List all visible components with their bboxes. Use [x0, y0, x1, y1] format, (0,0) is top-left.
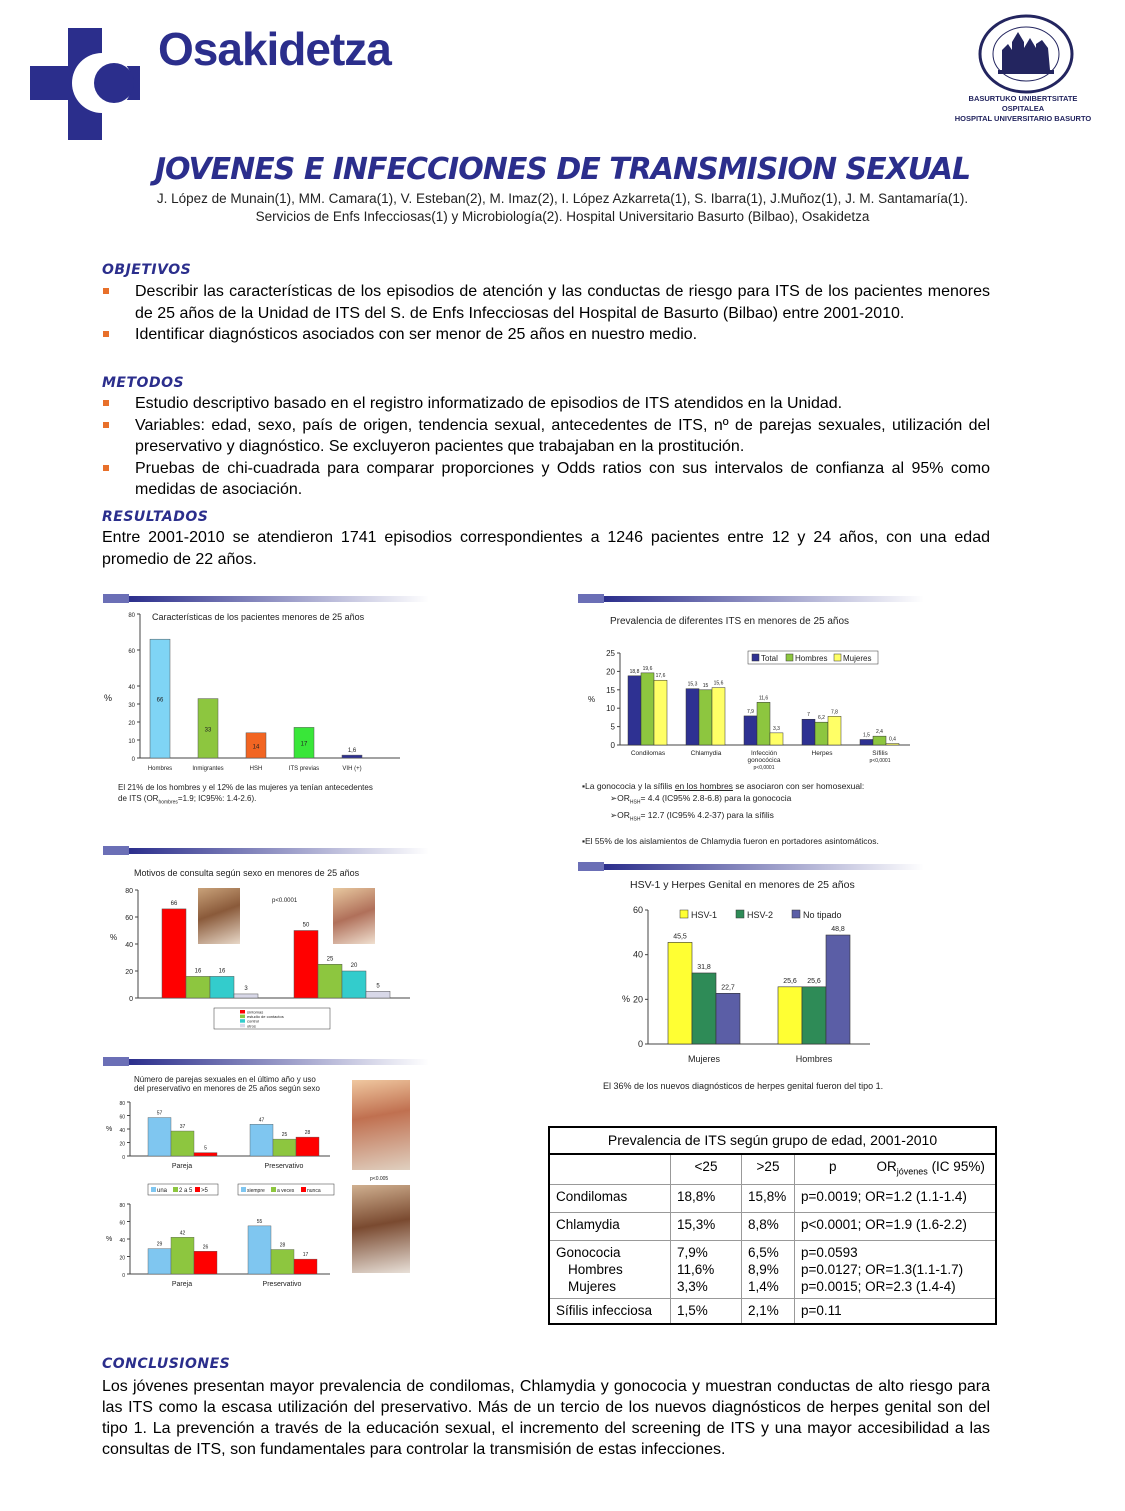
- bar: [162, 909, 186, 998]
- chart2-or1: $➢OR_{HSH}= 4.4$ (IC95% 2.8-6.8) para la gonococia: [610, 793, 792, 806]
- chart2-note-line1: ▪La gonococia y la sífilis en los hombres se asociaron con ser homosexual:: [582, 781, 865, 791]
- data-label: 25: [326, 956, 334, 963]
- chart-consultation-reasons: [100, 860, 430, 1032]
- table-cell: [795, 1240, 997, 1298]
- photo-young-man-2-icon: [352, 1185, 410, 1273]
- legend-label: No tipado: [803, 910, 842, 920]
- data-label: 37: [179, 1124, 186, 1131]
- data-label: 17: [300, 741, 308, 748]
- data-label: 22,7: [721, 984, 735, 992]
- bar: [886, 744, 899, 745]
- y-tick-label: 20: [125, 969, 133, 976]
- x-tick-note: p<0,0001: [869, 758, 891, 764]
- chart4-note: El 36% de los nuevos diagnósticos de herpes genital fueron del tipo 1.: [603, 1081, 884, 1091]
- legend-swatch: [792, 910, 800, 918]
- row-value: p=0.0593: [801, 1244, 858, 1260]
- section-bar-decoration: [103, 592, 433, 606]
- y-axis-label: %: [110, 933, 118, 942]
- data-label: 50: [302, 922, 310, 929]
- table-row: [549, 1184, 996, 1212]
- row-value: p=0.0127; OR=1.3(1.1-1.7): [801, 1261, 964, 1277]
- legend-label: siempre: [247, 1188, 265, 1194]
- x-tick-label: Hombres: [795, 1054, 833, 1064]
- data-label: 16: [218, 968, 226, 975]
- bar: [294, 1259, 317, 1274]
- bar: [366, 991, 390, 998]
- bar: [802, 719, 815, 745]
- data-label: 5: [376, 983, 380, 990]
- y-tick-label: 40: [632, 949, 643, 960]
- bar: [294, 931, 318, 999]
- y-tick-label: 0: [129, 996, 133, 1003]
- y-axis-label: %: [104, 693, 113, 703]
- bar: [778, 987, 802, 1044]
- y-tick-label: 10: [606, 704, 615, 714]
- y-tick-label: 80: [128, 613, 135, 619]
- data-label: 28: [304, 1130, 311, 1137]
- legend-swatch: [151, 1187, 156, 1192]
- data-label: 31,8: [697, 963, 711, 971]
- section-bar-decoration: [578, 592, 928, 606]
- legend-swatch: [240, 1019, 245, 1023]
- legend-swatch: [240, 1015, 245, 1019]
- x-tick-label: Preservativo: [264, 1163, 304, 1170]
- table-cell: [549, 1240, 671, 1298]
- legend-swatch: [271, 1187, 276, 1192]
- y-tick-label: 80: [119, 1101, 125, 1107]
- hospital-seal-icon: [978, 14, 1074, 94]
- y-tick-label: 40: [125, 942, 133, 949]
- chart-title: del preservativo en menores de 25 años según sexo: [134, 1084, 320, 1093]
- data-label: 28: [279, 1242, 286, 1249]
- table-header-cell: [795, 1154, 997, 1184]
- y-tick-label: 40: [128, 685, 135, 691]
- y-tick-label: 10: [128, 739, 135, 745]
- bar: [194, 1251, 217, 1274]
- chart-its-prevalence: [580, 608, 920, 778]
- data-label: 14: [252, 744, 260, 751]
- y-tick-label: 0: [610, 741, 615, 750]
- y-tick-label: 60: [632, 905, 643, 915]
- row-value: 3,3%: [677, 1278, 708, 1294]
- bar: [860, 739, 873, 745]
- y-tick-label: 20: [119, 1141, 125, 1148]
- data-label: 11,6: [758, 695, 769, 702]
- y-tick-label: 80: [125, 888, 133, 895]
- data-label: 5: [204, 1145, 207, 1152]
- legend-label: HSV-2: [747, 910, 774, 920]
- x-tick-label: Pareja: [171, 1281, 193, 1288]
- y-axis-label: %: [106, 1126, 113, 1133]
- legend-label: Hombres: [795, 654, 828, 663]
- row-value: 8,9%: [748, 1261, 779, 1277]
- bar: [342, 755, 362, 758]
- row-value: p=0.0015; OR=2.3 (1.4-4): [801, 1278, 956, 1294]
- bar: [342, 971, 366, 998]
- objetivos-heading: OBJETIVOS: [102, 262, 192, 278]
- chart-patient-characteristics: [100, 606, 410, 776]
- data-label: 7,9: [747, 708, 754, 715]
- resultados-text: Entre 2001-2010 se atendieron 1741 episodios correspondientes a 1246 pacientes entre 12 y 24 años, con una edad promedio de 22 años.: [102, 529, 990, 568]
- bar: [828, 716, 841, 745]
- data-label: 48,8: [831, 926, 845, 934]
- metodos-heading: METODOS: [102, 375, 185, 391]
- table-cell: Chlamydia: [549, 1212, 671, 1240]
- legend-label: 2 a 5: [179, 1188, 193, 1194]
- x-tick-label: Condilomas: [630, 750, 666, 757]
- y-tick-label: 60: [125, 915, 133, 922]
- bar: [210, 976, 234, 998]
- data-label: 19,6: [642, 665, 653, 672]
- poster-title: JOVENES E INFECCIONES DE TRANSMISION SEXUAL: [154, 152, 971, 187]
- table-row: [549, 1212, 996, 1240]
- photo-young-woman-icon: [333, 888, 375, 944]
- table-caption: Prevalencia de ITS según grupo de edad, 2001-2010: [549, 1127, 996, 1154]
- chart1-note-line2a: de ITS (OR: [118, 794, 159, 803]
- table-header-cell: [549, 1154, 671, 1184]
- table-caption-row: [549, 1127, 996, 1154]
- legend-label: estudio de contactos: [247, 1014, 284, 1020]
- data-label: 7: [807, 712, 810, 719]
- legend-label: >5: [201, 1188, 208, 1194]
- or-label: OR: [617, 793, 630, 803]
- data-label: 17: [302, 1252, 309, 1259]
- x-tick-label: HSH: [249, 766, 263, 772]
- bar: [815, 722, 828, 745]
- bar: [712, 688, 725, 745]
- list-item: Variables: edad, sexo, país de origen, tendencia sexual, antecedentes de ITS, nº de parejas sexuales, utilización del preservativo y diagnóstico. Se excluyeron pacientes que trabajaban en la prostitución.: [102, 415, 990, 458]
- legend-label: a veces: [277, 1188, 295, 1194]
- bar: [826, 935, 850, 1044]
- legend-swatch: [240, 1010, 245, 1014]
- or-label: OR: [617, 809, 630, 820]
- list-item: Identificar diagnósticos asociados con ser menor de 25 años en nuestro medio.: [102, 324, 990, 346]
- data-label: 15,6: [713, 680, 724, 687]
- bar: [757, 702, 770, 745]
- bar: [250, 1124, 273, 1156]
- legend-label: otros: [247, 1023, 256, 1029]
- data-label: 29: [156, 1241, 163, 1248]
- data-label: 47: [258, 1117, 265, 1124]
- legend-label: nunca: [307, 1188, 321, 1194]
- row-value: 7,9%: [677, 1244, 708, 1260]
- data-label: 57: [156, 1110, 163, 1117]
- resultados-heading: RESULTADOS: [102, 509, 209, 525]
- chart1-note-sub: hombres: [158, 799, 178, 806]
- y-tick-label: 15: [606, 685, 615, 695]
- x-tick-label: Mujeres: [687, 1054, 721, 1064]
- p-value: p<0.0001: [272, 898, 298, 904]
- table-cell: Condilomas: [549, 1184, 671, 1212]
- table-cell: 1,5%: [671, 1298, 742, 1324]
- y-axis-label: %: [106, 1236, 113, 1243]
- y-tick-label: 20: [128, 721, 135, 727]
- x-tick-label: Infección: [750, 750, 778, 757]
- x-tick-note: p<0,0001: [753, 765, 775, 771]
- or-sub: HSH: [629, 816, 641, 823]
- bar: [668, 942, 692, 1044]
- row-value: 11,6%: [677, 1261, 715, 1277]
- conclusiones-text: Los jóvenes presentan mayor prevalencia de condilomas, Chlamydia y gonococia y muestran conductas de alto riesgo para las ITS como la escasa utilización del preservativo. Más de un tercio de los nuevos diagnósticos de herpes genital son del tipo 1. La prevención a través de la educación sexual, el incremento del screening de ITS y una mayor accesibilidad a las consultas de ITS, son fundamentales para controlar la transmisión de estas infecciones.: [102, 1378, 990, 1458]
- legend-label: control: [247, 1018, 260, 1024]
- bar: [654, 680, 667, 745]
- table-cell: 15,3%: [671, 1212, 742, 1240]
- y-tick-label: 30: [128, 703, 135, 709]
- table-cell: p<0.0001; OR=1.9 (1.6-2.2): [795, 1212, 997, 1240]
- bar: [744, 716, 757, 745]
- y-tick-label: 0: [131, 757, 135, 763]
- table-cell: [671, 1240, 742, 1298]
- bar: [873, 736, 886, 745]
- data-label: 66: [156, 697, 164, 704]
- bar: [716, 993, 740, 1044]
- table-cell: 2,1%: [742, 1298, 795, 1324]
- x-tick-label: Chlamydia: [690, 750, 722, 757]
- photo-young-woman-2-icon: [352, 1080, 410, 1170]
- p-value: p<0.005: [370, 1176, 389, 1182]
- bar: [699, 690, 712, 745]
- legend-swatch: [736, 910, 744, 918]
- list-item: Describir las características de los episodios de atención y las conductas de riesgo para ITS de los pacientes menores de 25 años de la Unidad de ITS del S. de Enfs Infecciosas del Hospital de Basurto (Bilbao) entre 2001-2010.: [102, 281, 990, 324]
- logo-wordmark: Osakidetza: [158, 23, 391, 75]
- header-ic: (IC 95%): [931, 1159, 985, 1174]
- data-label: 25,6: [807, 977, 821, 985]
- legend-swatch: [786, 654, 793, 661]
- data-label: 3,3: [773, 725, 780, 732]
- y-tick-label: 40: [119, 1238, 125, 1244]
- bar: [273, 1139, 296, 1156]
- legend-label: una: [157, 1188, 168, 1194]
- affiliation-line: Servicios de Enfs Infecciosas(1) y Microbiología(2). Hospital Universitario Basurto (Bilbao), Osakidetza: [255, 209, 870, 224]
- osakidetza-logo-icon: [30, 28, 140, 140]
- table-header-cell: >25: [742, 1154, 795, 1184]
- legend-label: Total: [761, 654, 778, 663]
- y-tick-label: 20: [606, 667, 615, 677]
- data-label: 16: [194, 968, 202, 975]
- bar: [802, 987, 826, 1044]
- bar: [148, 1249, 171, 1274]
- table-header-row: [549, 1154, 996, 1184]
- x-tick-label: Preservativo: [262, 1281, 302, 1288]
- table-cell: p=0.0019; OR=1.2 (1.1-1.4): [795, 1184, 997, 1212]
- row-name: Mujeres: [568, 1278, 617, 1294]
- y-tick-label: 60: [119, 1114, 125, 1121]
- legend-swatch: [752, 654, 759, 661]
- chart2-note-text2: se asociaron con ser homosexual:: [735, 781, 865, 791]
- authors-line: J. López de Munain(1), MM. Camara(1), V. Esteban(2), M. Imaz(2), I. López Azkarreta(1), S. Ibarra(1), J.Muñoz(1), J. M. Santamaría(1).: [156, 191, 969, 206]
- y-axis-label: %: [588, 695, 596, 704]
- data-label: 3: [244, 985, 248, 992]
- table-cell: [742, 1240, 795, 1298]
- chart2-note-underline: en los hombres: [674, 781, 733, 791]
- metodos-list: [102, 393, 990, 501]
- legend-swatch: [240, 1024, 245, 1028]
- table-cell: p=0.11: [795, 1298, 997, 1324]
- legend-swatch: [301, 1187, 306, 1192]
- legend-label: HSV-1: [691, 910, 718, 920]
- data-label: 33: [204, 727, 212, 734]
- data-label: 7,8: [831, 709, 838, 716]
- y-tick-label: 60: [119, 1220, 125, 1227]
- x-tick-label: ITS previas: [288, 766, 320, 772]
- legend-swatch: [173, 1187, 178, 1192]
- chart-title: Motivos de consulta según sexo en menores de 25 años: [134, 868, 360, 878]
- chart1-note: [118, 782, 418, 809]
- table-cell: 18,8%: [671, 1184, 742, 1212]
- header-or-sub: jóvenes: [896, 1166, 928, 1177]
- seal-caption-spanish: HOSPITAL UNIVERSITARIO BASURTO: [954, 114, 1092, 123]
- table-row: [549, 1298, 996, 1324]
- list-item: Pruebas de chi-cuadrada para comparar proporciones y Odds ratios con sus intervalos de confianza al 95% como medidas de asociación.: [102, 458, 990, 501]
- data-label: 0,4: [889, 736, 896, 743]
- bar: [641, 673, 654, 745]
- chart-title: Prevalencia de diferentes ITS en menores de 25 años: [610, 616, 850, 627]
- chart2-note: [582, 780, 932, 847]
- y-tick-label: 80: [119, 1203, 125, 1209]
- row-value: 6,5%: [748, 1244, 779, 1260]
- bar: [692, 973, 716, 1044]
- row-name: Hombres: [568, 1261, 623, 1277]
- or-value: = 12.7 (IC95% 4.2-37) para la sífilis: [640, 809, 774, 820]
- list-item: Estudio descriptivo basado en el registro informatizado de episodios de ITS atendidos en la Unidad.: [102, 393, 990, 415]
- legend-swatch: [241, 1187, 246, 1192]
- table-cell: Sífilis infecciosa: [549, 1298, 671, 1324]
- bar: [318, 964, 342, 998]
- y-tick-label: 0: [122, 1273, 125, 1279]
- or-sub: HSH: [629, 799, 641, 806]
- y-axis-label: %: [622, 994, 631, 1004]
- data-label: 15,3: [687, 681, 698, 688]
- y-tick-label: 40: [119, 1128, 125, 1134]
- chart2-note-text3: El 55% de los aislamientos de Chlamydia fueron en portadores asintomáticos.: [585, 836, 879, 847]
- y-tick-label: 20: [632, 994, 643, 1005]
- data-label: 2,4: [876, 729, 883, 736]
- bar: [248, 1226, 271, 1274]
- hospital-seal-caption: [948, 94, 1098, 124]
- row-name: Gonococia: [556, 1244, 621, 1260]
- data-label: 25,6: [783, 977, 797, 985]
- photo-young-man-icon: [198, 888, 240, 944]
- y-tick-label: 0: [122, 1155, 125, 1161]
- chart2-or2: $➢OR_{HSH}= 12.7$ (IC95% 4.2-37) para la sífilis: [610, 809, 774, 823]
- data-label: 18,8: [629, 668, 640, 675]
- data-label: 6,2: [818, 715, 825, 722]
- section-bar-decoration: [103, 844, 433, 858]
- data-label: 20: [350, 963, 358, 969]
- x-tick-label: Hombres: [147, 766, 173, 772]
- seal-caption-basque: BASURTUKO UNIBERTSITATE OSPITALEA: [968, 94, 1078, 113]
- x-tick-label: Sífilis: [872, 750, 888, 757]
- header-or: OR: [876, 1159, 897, 1174]
- section-bar-decoration: [578, 860, 928, 874]
- or-value: = 4.4 (IC95% 2.8-6.8) para la gonococia: [640, 793, 792, 803]
- legend-swatch: [195, 1187, 200, 1192]
- header-p: p: [829, 1159, 837, 1174]
- authors-block: [0, 190, 1125, 226]
- bar: [628, 676, 641, 745]
- data-label: 26: [202, 1244, 209, 1251]
- table-cell: 15,8%: [742, 1184, 795, 1212]
- data-label: 17,6: [655, 673, 666, 680]
- its-age-table: [548, 1126, 997, 1325]
- data-label: 45,5: [673, 933, 687, 941]
- bar: [148, 1118, 171, 1156]
- x-tick-label: Herpes: [811, 750, 833, 757]
- legend-label: Mujeres: [843, 654, 872, 663]
- legend-label: síntomas: [247, 1009, 264, 1015]
- chart1-note-line1: El 21% de los hombres y el 12% de las mujeres ya tenían antecedentes: [118, 783, 373, 792]
- data-label: 1,5: [863, 732, 870, 739]
- y-tick-label: 25: [606, 649, 615, 658]
- x-tick-label: Inmigrantes: [192, 766, 224, 772]
- data-label: 42: [179, 1230, 186, 1237]
- chart1-note-line2b: =1.9; IC95%: 1.4-2.6).: [177, 794, 257, 803]
- table-row: [549, 1240, 996, 1298]
- row-value: 1,4%: [748, 1278, 779, 1294]
- chart2-note-text: La gonococia y la sífilis: [585, 781, 673, 791]
- table-header-cell: <25: [671, 1154, 742, 1184]
- bar: [234, 994, 258, 998]
- legend-swatch: [834, 654, 841, 661]
- table-cell: 8,8%: [742, 1212, 795, 1240]
- chart-title: Número de parejas sexuales en el último año y uso: [134, 1075, 316, 1084]
- bar: [296, 1137, 319, 1156]
- y-tick-label: 0: [637, 1039, 643, 1049]
- x-tick-label: VIH (+): [342, 766, 362, 772]
- data-label: 55: [256, 1218, 263, 1225]
- x-tick-label: gonocócica: [747, 757, 781, 764]
- legend-swatch: [680, 910, 688, 918]
- y-tick-label: 5: [610, 722, 615, 732]
- objetivos-list: [102, 281, 990, 346]
- bar: [686, 689, 699, 745]
- chart-title: HSV-1 y Herpes Genital en menores de 25 años: [630, 879, 855, 891]
- section-bar-decoration: [103, 1055, 433, 1069]
- bar: [171, 1131, 194, 1156]
- y-tick-label: 20: [119, 1255, 125, 1262]
- bar: [770, 733, 783, 745]
- bar: [194, 1153, 217, 1156]
- bar: [186, 976, 210, 998]
- chart-title: Características de los pacientes menores de 25 años: [152, 612, 365, 622]
- x-tick-label: Pareja: [171, 1163, 193, 1170]
- data-label: 25: [281, 1132, 288, 1139]
- y-tick-label: 60: [128, 649, 135, 655]
- bar: [271, 1250, 294, 1275]
- data-label: 1,6: [347, 748, 357, 755]
- chart-herpes-types: [600, 874, 890, 1074]
- data-label: 66: [170, 900, 178, 907]
- bar: [171, 1237, 194, 1274]
- data-label: 15: [702, 682, 709, 689]
- chart2-note-line4: ▪El 55% de los aislamientos de Chlamydia fueron en portadores asintomáticos.: [582, 836, 879, 847]
- conclusiones-heading: CONCLUSIONES: [102, 1356, 231, 1372]
